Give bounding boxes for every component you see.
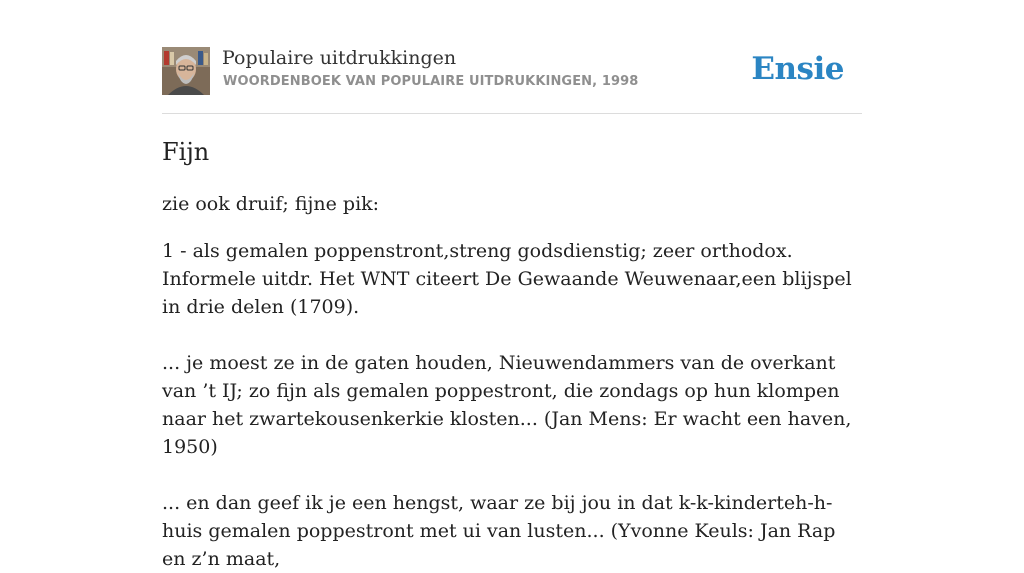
author-avatar[interactable] [162, 47, 210, 95]
entry-header [162, 0, 862, 114]
source-subtitle[interactable]: WOORDENBOEK VAN POPULAIRE UITDRUKKINGEN, 1998 [223, 74, 639, 89]
definition-text: 1 - als gemalen poppenstront,streng godsdienstig; zeer orthodox. Informele uitdr. Het WNT citeert De Gewaande Weuwenaar,een blijspel in drie delen (1709). [162, 240, 852, 318]
quote-paragraph-1: ... je moest ze in de gaten houden, Nieuwendammers van de overkant van ’t IJ; zo fijn als gemalen poppestront, die zondags op hun klompen naar het zwartekousenkerkie klosten... (Jan Mens: Er wacht een haven, 1950) [162, 352, 852, 458]
source-title[interactable]: Populaire uitdrukkingen [222, 47, 457, 69]
ensie-logo-link[interactable]: Ensie [751, 51, 844, 87]
entry-body [162, 190, 862, 573]
avatar-image [162, 47, 210, 95]
entry-title: Fijn [162, 138, 210, 166]
quote-paragraph-2: ... en dan geef ik je een hengst, waar ze bij jou in dat k-k-kinderteh-h-huis gemalen poppestront met ui van lusten... (Yvonne Keuls: Jan Rap en z’n maat, [162, 492, 836, 570]
see-also-text: zie ook druif; fijne pik: [162, 193, 380, 215]
page-container [162, 0, 862, 570]
